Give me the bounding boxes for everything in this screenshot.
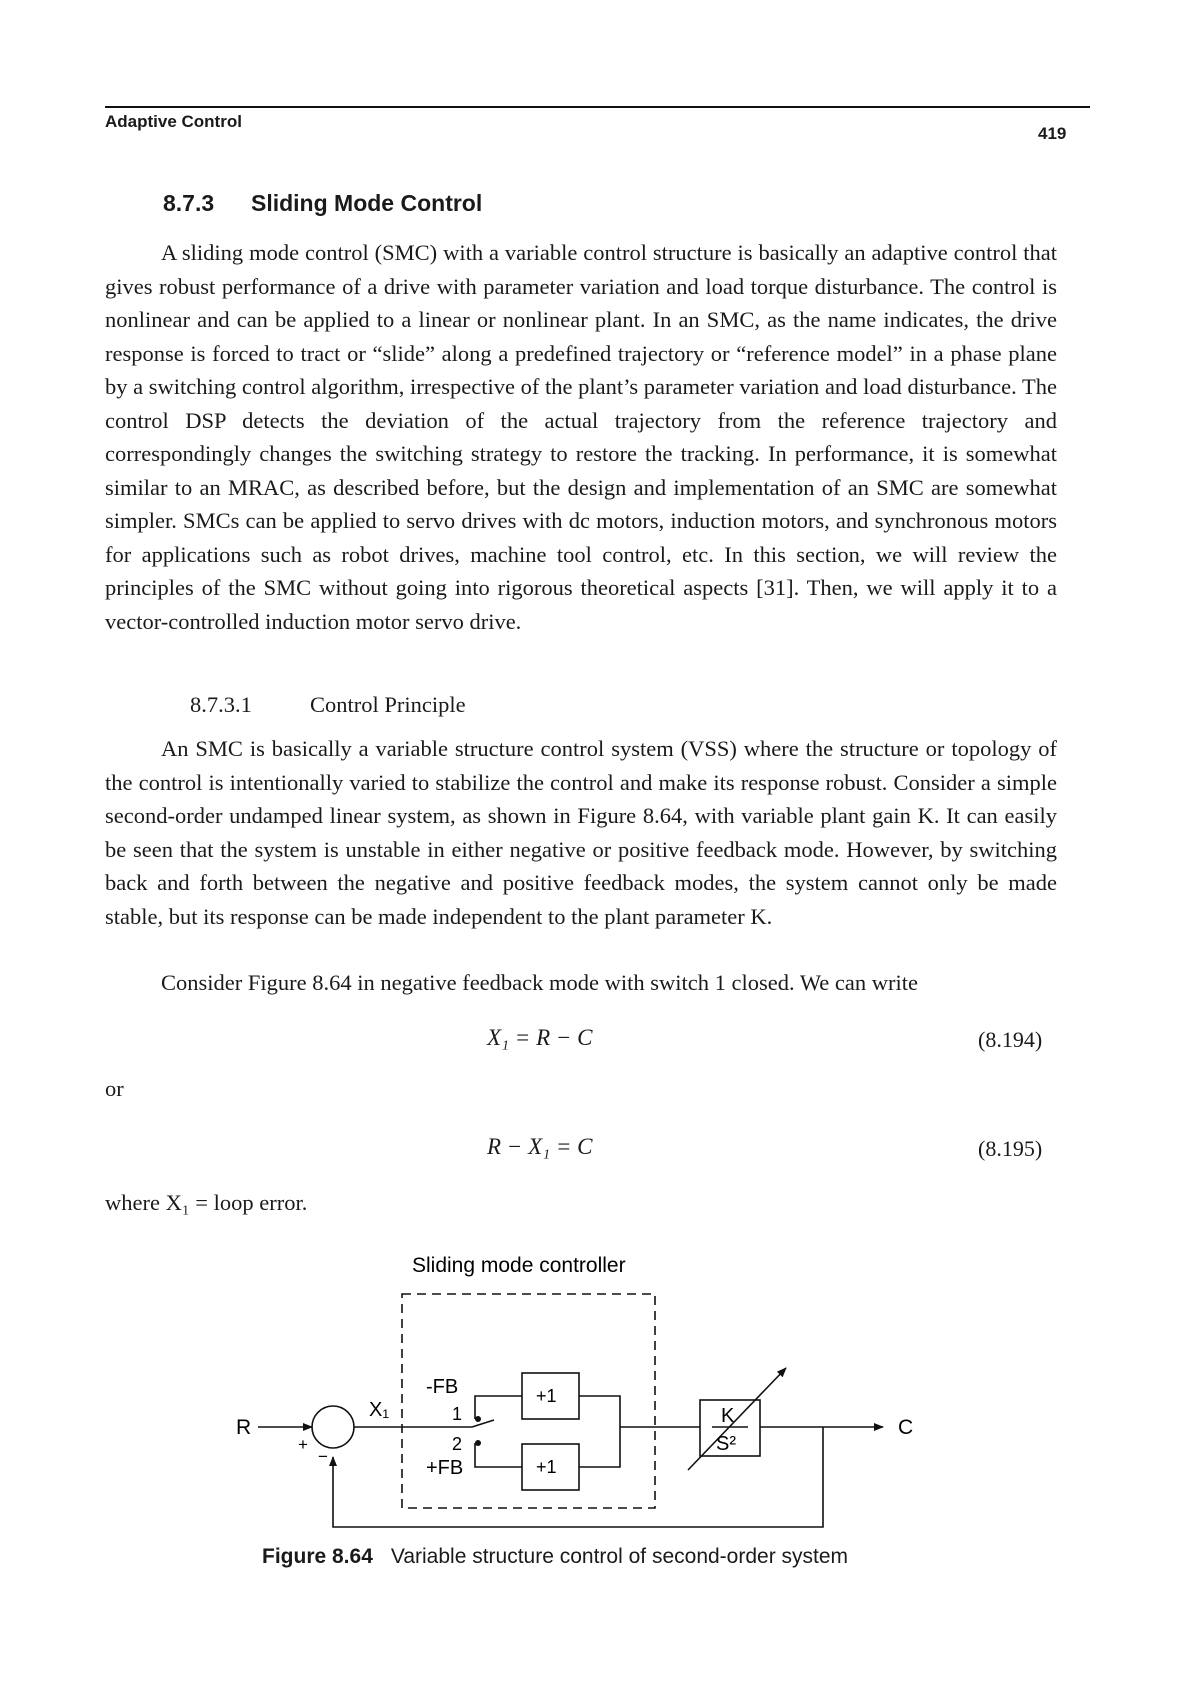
- switch-1-label: 1: [452, 1404, 463, 1424]
- output-label: C: [898, 1416, 914, 1439]
- switch-2-label: 2: [452, 1434, 463, 1454]
- lower-out: [579, 1427, 620, 1467]
- figure-caption-label: Figure 8.64: [262, 1545, 373, 1568]
- paragraph-intro: A sliding mode control (SMC) with a variable control structure is basically an adaptive control that gives robust performance of a drive with parameter variation and load torque disturbance. The control is nonlinear and can be applied to a linear or nonlinear plant. In an SMC, as the name indicates, the drive response is forced to tract or “slide” along a predefined trajectory or “reference model” in a phase plane by a switching control algorithm, irrespective of the plant’s parameter variation and load disturbance. The control DSP detects the deviation of the actual trajectory from the reference trajectory and correspondingly changes the switching strategy to restore the tracking. In performance, it is somewhat similar to an MRAC, as described before, but the design and implementation of an SMC are somewhat simpler. SMCs can be applied to servo drives with dc motors, induction motors, and synchronous motors for applications such as robot drives, machine tool control, etc. In this section, we will review the principles of the SMC without going into rigorous theoretical aspects [31]. Then, we will apply it to a vector-controlled induction motor servo drive.: [105, 240, 1057, 634]
- figure-caption-text: Variable structure control of second-order system: [390, 1545, 849, 1568]
- summing-junction: [312, 1406, 354, 1448]
- input-label: R: [236, 1416, 252, 1439]
- contact-1-dot: [475, 1416, 481, 1422]
- page-number: 419: [1038, 124, 1067, 143]
- controller-title: Sliding mode controller: [412, 1254, 626, 1277]
- subsection-number: 8.7.3.1: [190, 692, 252, 717]
- section-number: 8.7.3: [163, 190, 215, 216]
- lower-gain-label: +1: [536, 1457, 557, 1477]
- upper-gain-label: +1: [536, 1386, 557, 1406]
- equation-number-8-194: (8.194): [978, 1027, 1043, 1052]
- section-title: Sliding Mode Control: [251, 190, 483, 216]
- minus-sign: −: [318, 1447, 328, 1466]
- plant-denominator: S²: [716, 1433, 736, 1455]
- upper-path: [475, 1396, 522, 1419]
- where-loop-error: where X₁ = loop error.: [105, 1190, 308, 1215]
- feedback-loop: [333, 1427, 823, 1527]
- paragraph-principle: An SMC is basically a variable structure control system (VSS) where the structure or topology of the control is intentionally varied to stabilize the control and make its response robust. Consider a simple second-order undamped linear system, as shown in Figure 8.64, with variable plant gain K. It can easily be seen that the system is unstable in either negative or positive feedback mode. However, by switching back and forth between the negative and positive feedback modes, the system cannot only be made stable, but its response can be made independent to the plant parameter K.: [105, 736, 1057, 929]
- equation-8-195: R − X₁ = C: [487, 1134, 593, 1159]
- lower-path: [475, 1443, 522, 1467]
- plus-sign: +: [298, 1435, 308, 1454]
- error-label: X₁: [369, 1399, 390, 1421]
- paragraph-consider: Consider Figure 8.64 in negative feedback mode with switch 1 closed. We can write: [161, 970, 918, 995]
- equation-8-194: X₁ = R − C: [487, 1025, 593, 1050]
- upper-out: [579, 1396, 620, 1427]
- switch-blade: [472, 1420, 494, 1427]
- plant-numerator: K: [721, 1405, 735, 1427]
- connector-or: or: [105, 1076, 124, 1101]
- variable-gain-arrow: [688, 1368, 786, 1470]
- pos-fb-label: +FB: [426, 1457, 464, 1479]
- neg-fb-label: -FB: [426, 1376, 459, 1398]
- figure-caption: [262, 1545, 848, 1569]
- running-head: Adaptive Control: [105, 112, 242, 131]
- equation-number-8-195: (8.195): [978, 1136, 1043, 1161]
- contact-2-dot: [475, 1440, 481, 1446]
- subsection-title: Control Principle: [310, 692, 466, 717]
